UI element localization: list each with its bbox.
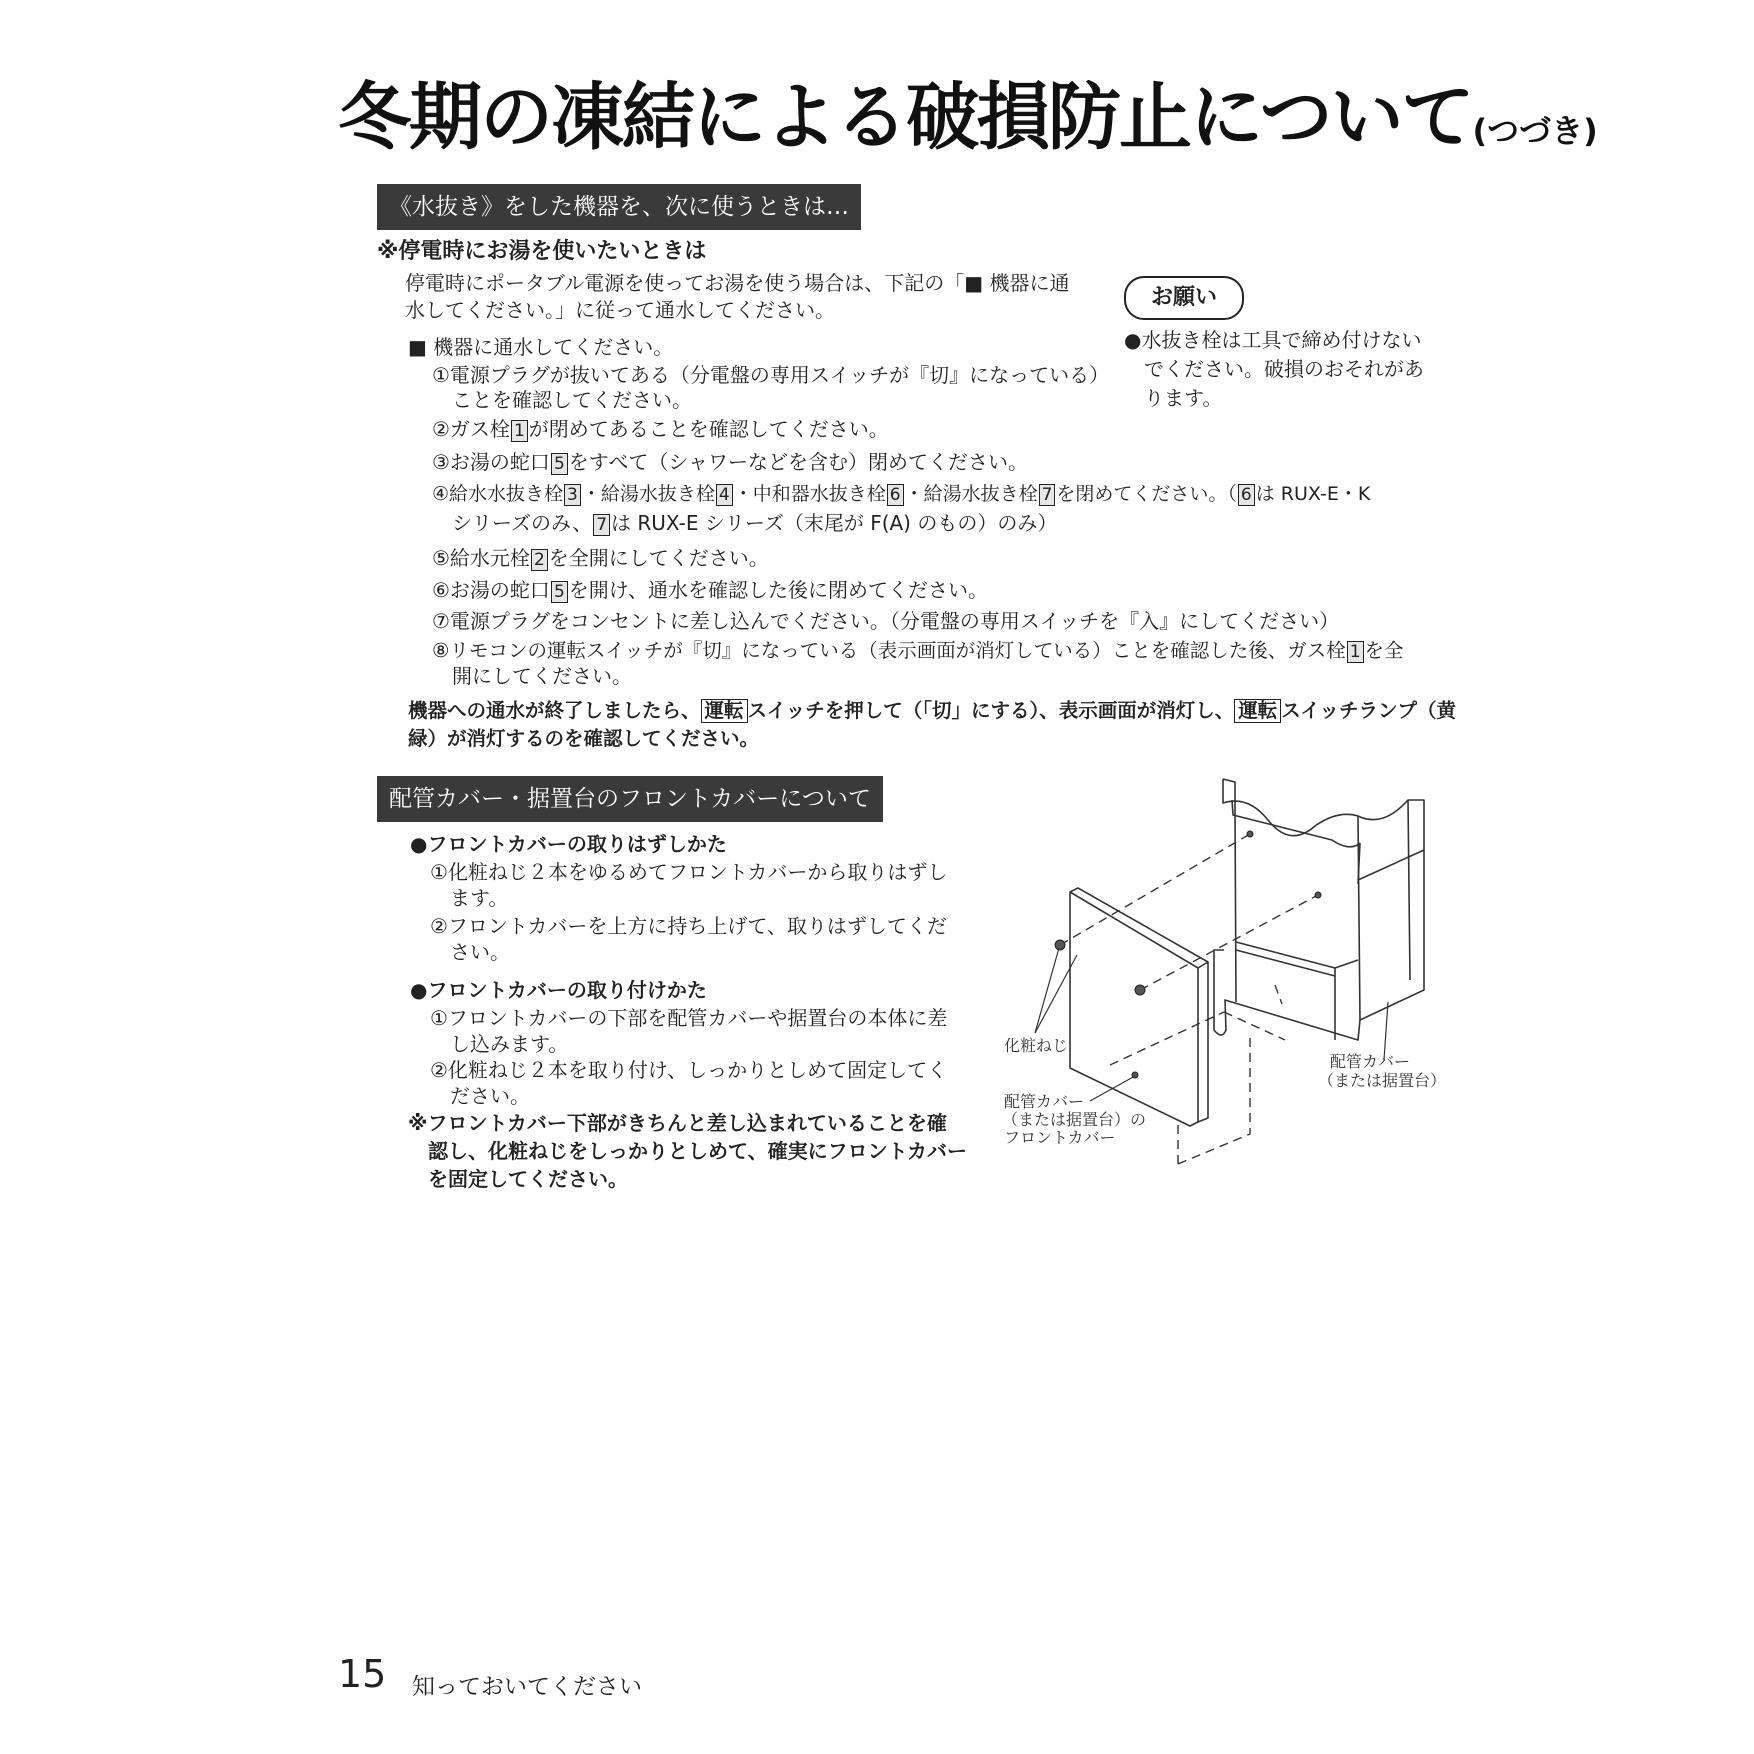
onegai-text-3: ります。 bbox=[1144, 386, 1223, 410]
step-5 bbox=[432, 545, 769, 571]
remove-step-2-line-2: さい。 bbox=[450, 940, 510, 964]
key-badge: 2 bbox=[531, 549, 548, 571]
remove-heading: ●フロントカバーの取りはずしかた bbox=[410, 832, 727, 856]
remove-step-1-line-1: ①化粧ねじ２本をゆるめてフロントカバーから取りはずし bbox=[430, 860, 948, 884]
screw-icon bbox=[1055, 940, 1065, 950]
step-4-text: ・給湯水抜き栓 bbox=[904, 483, 1038, 505]
step-3-text-b: をすべて（シャワーなどを含む）閉めてください。 bbox=[568, 450, 1028, 474]
step-4-text: は RUX-E・K bbox=[1255, 483, 1371, 505]
final-note-line-1 bbox=[408, 698, 1456, 724]
final-note-text: スイッチランプ（黄 bbox=[1281, 699, 1457, 722]
onegai-text-1: ●水抜き栓は工具で締め付けない bbox=[1124, 328, 1422, 352]
page-title-main: 冬期の凍結による破損防止について bbox=[338, 75, 1473, 160]
attach-step-1-line-2: し込みます。 bbox=[450, 1032, 569, 1056]
page-number: 15 bbox=[338, 1652, 387, 1696]
attach-step-2-line-1: ②化粧ねじ２本を取り付け、しっかりとしめて固定してく bbox=[430, 1058, 948, 1082]
step-4-text: ④給水水抜き栓 bbox=[432, 483, 564, 505]
step-4-text: は RUX-E シリーズ（末尾が F(A) のもの）のみ） bbox=[611, 511, 1058, 535]
attach-heading: ●フロントカバーの取り付けかた bbox=[410, 978, 707, 1002]
key-badge: 6 bbox=[887, 484, 904, 506]
step-4-line-2 bbox=[452, 510, 1057, 536]
key-badge: 7 bbox=[593, 514, 610, 536]
step-3-text-a: ③お湯の蛇口 bbox=[432, 450, 550, 474]
section-header-water-refill: 《水抜き》をした機器を、次に使うときは… bbox=[377, 184, 861, 230]
attach-step-2-line-2: ださい。 bbox=[450, 1084, 530, 1108]
step-5-text-a: ⑤給水元栓 bbox=[432, 546, 530, 570]
step-4-text: を閉めてください。（ bbox=[1056, 483, 1237, 505]
step-2 bbox=[432, 416, 889, 442]
refill-subheading: ■ 機器に通水してください。 bbox=[408, 335, 674, 359]
step-4-text: シリーズのみ、 bbox=[452, 511, 593, 535]
step-5-text-b: を全開にしてください。 bbox=[548, 546, 769, 570]
key-badge: 3 bbox=[564, 484, 581, 506]
onegai-badge: お願い bbox=[1124, 276, 1244, 320]
step-3 bbox=[432, 449, 1028, 475]
final-note-line-2: 緑）が消灯するのを確認してください。 bbox=[408, 727, 760, 750]
key-badge: 1 bbox=[1347, 641, 1364, 663]
step-7: ⑦電源プラグをコンセントに差し込んでください。（分電盤の専用スイッチを『入』にしてください） bbox=[432, 609, 1340, 633]
run-switch-label: 運転 bbox=[1234, 699, 1281, 723]
key-badge: 7 bbox=[1039, 484, 1056, 506]
key-badge: 4 bbox=[716, 484, 733, 506]
step-1-line-1: ①電源プラグが抜いてある（分電盤の専用スイッチが『切』になっている） bbox=[432, 363, 1110, 387]
step-4-text: ・給湯水抜き栓 bbox=[581, 483, 715, 505]
step-8-text-a: ⑧リモコンの運転スイッチが『切』になっている（表示画面が消灯している）ことを確認した後、ガス栓 bbox=[432, 639, 1346, 662]
note-line-3: を固定してください。 bbox=[428, 1167, 628, 1191]
page-title bbox=[338, 58, 1598, 163]
step-1-line-2: ことを確認してください。 bbox=[452, 388, 692, 412]
step-4-text: ・中和器水抜き栓 bbox=[733, 483, 886, 505]
front-cover-panel bbox=[1070, 888, 1208, 1126]
step-8-line-1 bbox=[432, 638, 1404, 664]
step-6 bbox=[432, 577, 988, 603]
key-badge: 6 bbox=[1238, 484, 1255, 506]
key-badge: 5 bbox=[551, 453, 568, 475]
step-2-text-b: が閉めてあることを確認してください。 bbox=[528, 417, 889, 441]
final-note-text: スイッチを押して（「切」にする）、表示画面が消灯し、 bbox=[747, 699, 1235, 722]
note-line-2: 認し、化粧ねじをしっかりとしめて、確実にフロントカバー bbox=[428, 1139, 967, 1163]
step-6-text-b: を開け、通水を確認した後に閉めてください。 bbox=[568, 578, 988, 602]
page-title-sub: (つづき) bbox=[1472, 112, 1598, 150]
onegai-text-2: でください。破損のおそれがあ bbox=[1144, 357, 1424, 381]
run-switch-label: 運転 bbox=[701, 699, 748, 723]
note-line-1: ※フロントカバー下部がきちんと差し込まれていることを確 bbox=[408, 1111, 947, 1135]
power-outage-text-2: 水してください。」に従って通水してください。 bbox=[405, 298, 835, 322]
attach-step-1-line-1: ①フロントカバーの下部を配管カバーや据置台の本体に差 bbox=[430, 1006, 948, 1030]
footer-section-label: 知っておいてください bbox=[412, 1674, 642, 1700]
key-badge: 5 bbox=[551, 581, 568, 603]
final-note-text: 機器への通水が終了しましたら、 bbox=[408, 699, 701, 722]
section-header-front-cover: 配管カバー・据置台のフロントカバーについて bbox=[377, 776, 883, 822]
step-8-line-2: 開にしてください。 bbox=[452, 664, 632, 688]
remove-step-1-line-2: ます。 bbox=[450, 886, 509, 910]
label-pipe-cover-1: 配管カバー bbox=[1330, 1052, 1411, 1071]
label-decorative-screw: 化粧ねじ bbox=[1004, 1036, 1069, 1055]
label-pipe-cover-2: （または据置台） bbox=[1318, 1071, 1447, 1090]
step-8-text-b: を全 bbox=[1364, 639, 1404, 662]
key-badge: 1 bbox=[511, 420, 528, 442]
label-front-cover-2: （または据置台）の bbox=[1002, 1110, 1147, 1129]
screw-icon bbox=[1135, 985, 1145, 995]
step-6-text-a: ⑥お湯の蛇口 bbox=[432, 578, 550, 602]
step-2-text-a: ②ガス栓 bbox=[432, 417, 510, 441]
label-front-cover-3: フロントカバー bbox=[1004, 1128, 1116, 1147]
power-outage-text-1: 停電時にポータブル電源を使ってお湯を使う場合は、下記の「■ 機器に通 bbox=[405, 271, 1070, 295]
power-outage-heading: ※停電時にお湯を使いたいときは bbox=[377, 239, 707, 264]
step-4-line-1 bbox=[432, 481, 1370, 507]
label-front-cover-1: 配管カバー bbox=[1004, 1092, 1085, 1111]
remove-step-2-line-1: ②フロントカバーを上方に持ち上げて、取りはずしてくだ bbox=[430, 914, 947, 938]
